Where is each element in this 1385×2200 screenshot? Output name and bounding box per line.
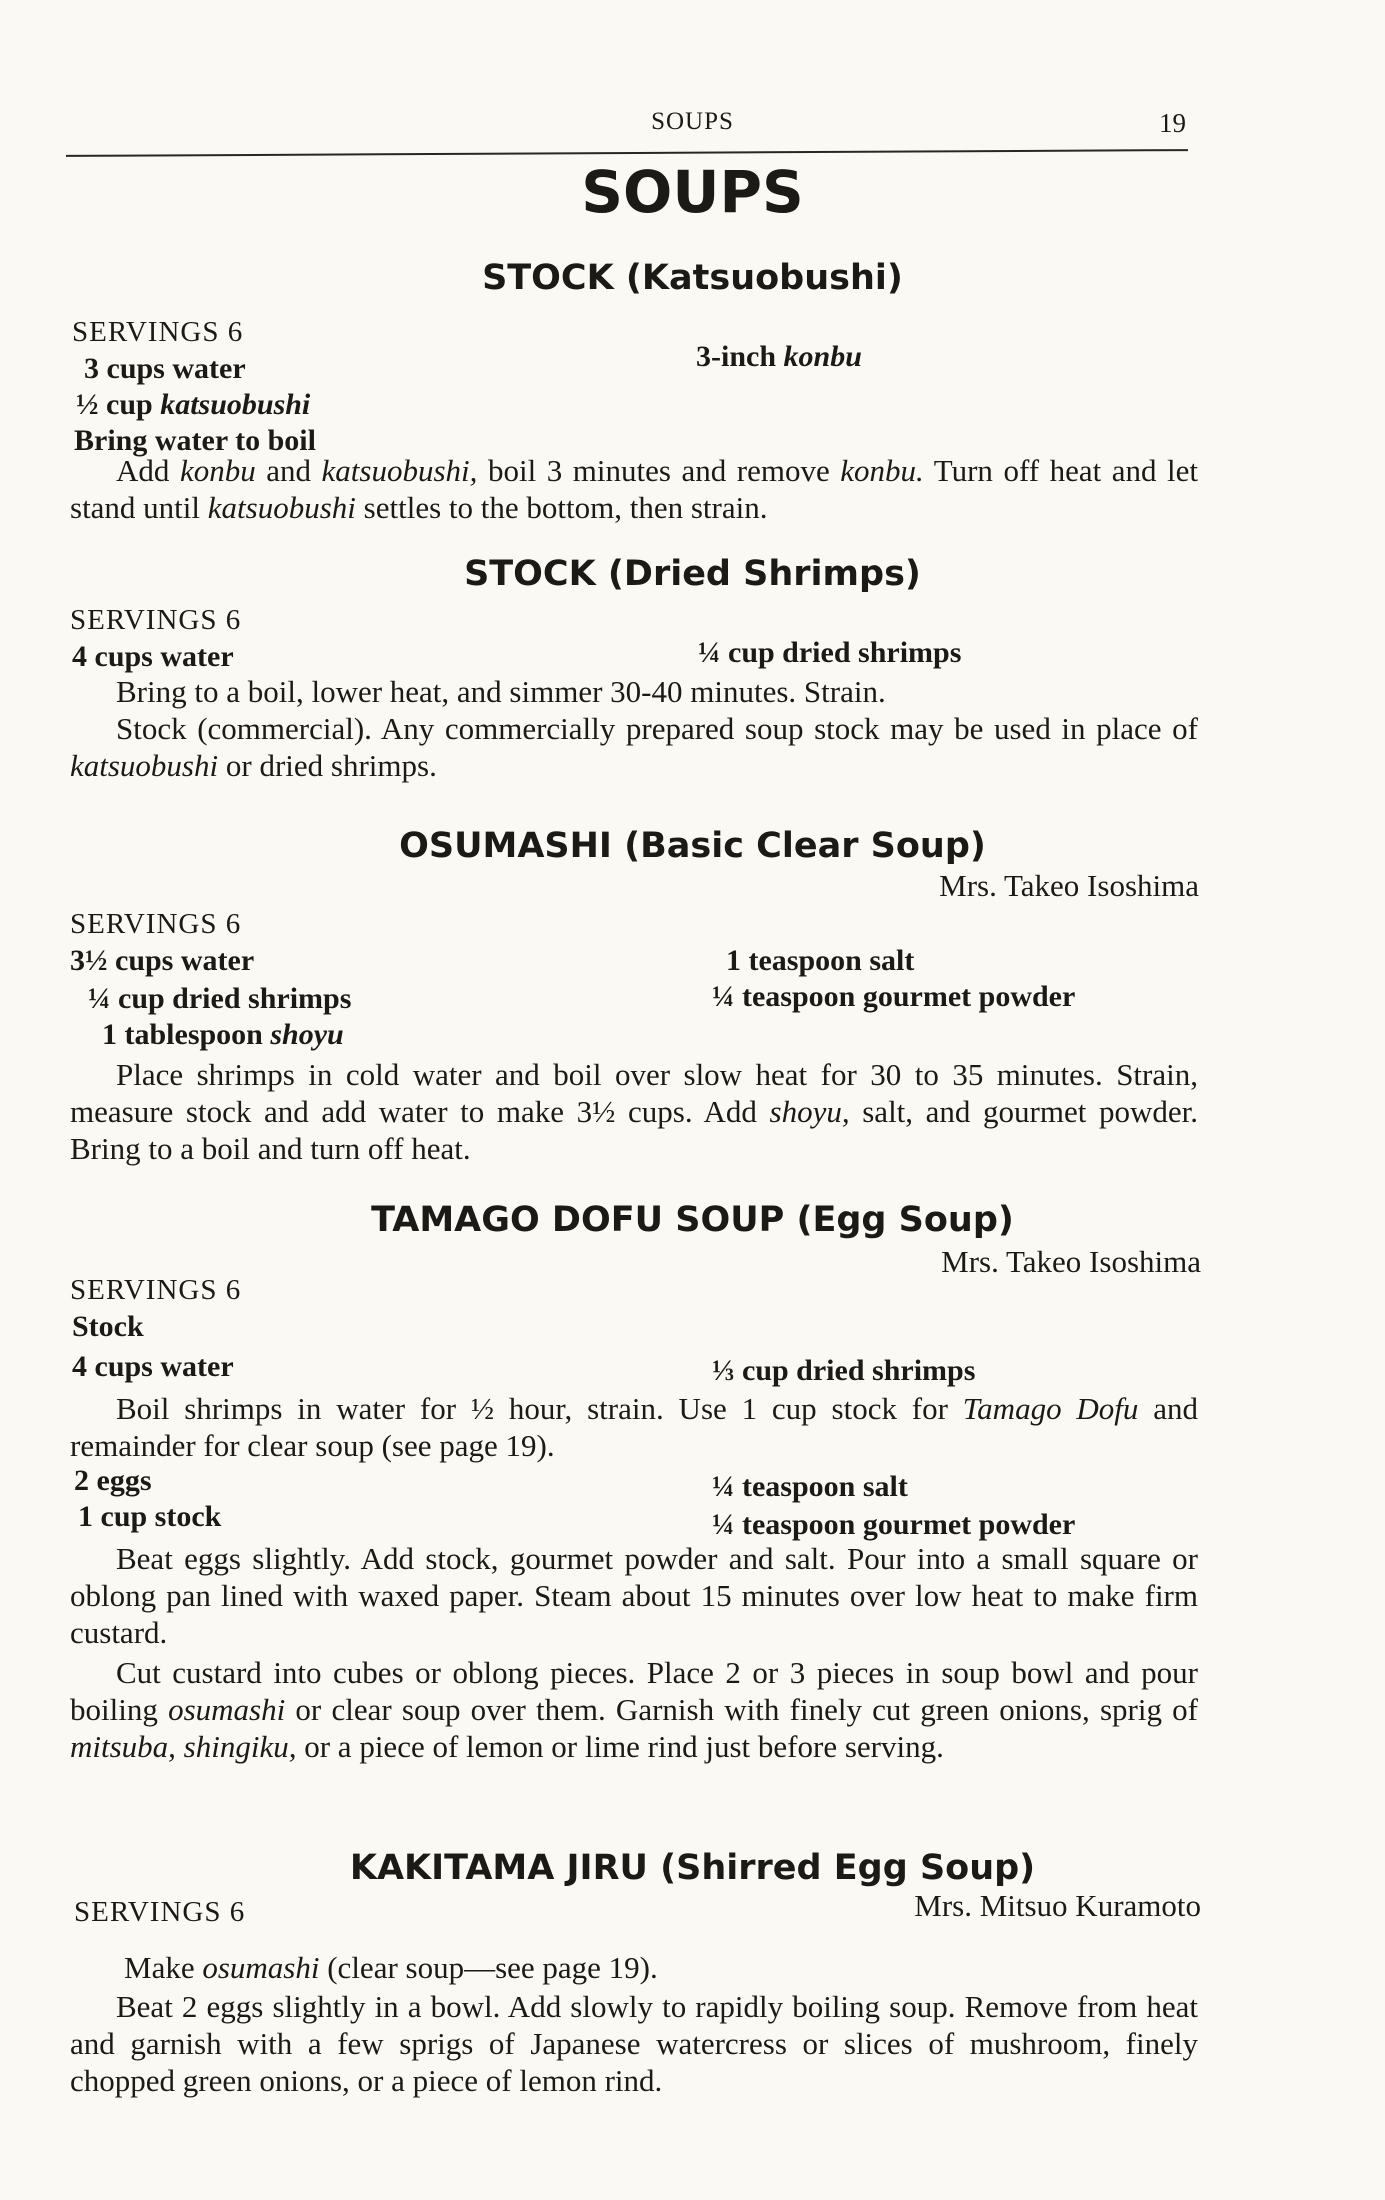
ingredient: ¼ teaspoon salt [712, 1470, 908, 1503]
instructions: Beat eggs slightly. Add stock, gourmet powder and salt. Pour into a small square or oblong pan lined with waxed paper. Steam about 15 minutes over low heat to make firm custard. [70, 1541, 1198, 1650]
ingredient: ¼ teaspoon gourmet powder [712, 980, 1076, 1013]
ingredient: 4 cups water [72, 640, 234, 673]
recipe-author: Mrs. Takeo Isoshima [941, 1244, 1201, 1279]
servings: SERVINGS 6 [70, 604, 242, 636]
ingredient: ¼ teaspoon gourmet powder [712, 1508, 1076, 1541]
ingredient: 4 cups water [72, 1350, 234, 1383]
recipe-author: Mrs. Mitsuo Kuramoto [914, 1888, 1201, 1923]
instruction-line: Make osumashi (clear soup—see page 19). [124, 1950, 658, 1985]
recipe-title: TAMAGO DOFU SOUP (Egg Soup) [371, 1200, 1014, 1240]
ingredient: 3½ cups water [70, 944, 255, 977]
instruction-first-line: Bring water to boil [74, 424, 316, 457]
instruction-line: Bring to a boil, lower heat, and simmer 30-40 minutes. Strain. [116, 674, 886, 709]
ingredient: 3 cups water [84, 352, 246, 385]
recipe-title: STOCK (Katsuobushi) [482, 258, 903, 298]
chapter-title: SOUPS [581, 158, 804, 226]
ingredient: 1 cup stock [78, 1500, 222, 1533]
ingredient: ¼ cup dried shrimps [88, 982, 352, 1015]
servings: SERVINGS 6 [74, 1896, 246, 1928]
recipe-title: STOCK (Dried Shrimps) [464, 554, 921, 594]
instructions: Add konbu and katsuobushi, boil 3 minutes and remove konbu. Turn off heat and let stand until katsuobushi settles to the bottom, then strain. [70, 453, 1199, 525]
instructions: Place shrimps in cold water and boil over slow heat for 30 to 35 minutes. Strain, measure stock and add water to make 3½ cups. Add shoyu, salt, and gourmet powder. Bring to a boil and turn off heat. [70, 1057, 1198, 1166]
servings: SERVINGS 6 [72, 316, 244, 348]
instructions: Stock (commercial). Any commercially prepared soup stock may be used in place of katsuobushi or dried shrimps. [70, 711, 1198, 783]
ingredient: 1 tablespoon shoyu [102, 1018, 344, 1051]
recipe-author: Mrs. Takeo Isoshima [939, 868, 1199, 903]
servings: SERVINGS 6 [70, 1274, 242, 1306]
ingredient: 3-inch konbu [696, 340, 862, 373]
instructions: Cut custard into cubes or oblong pieces. Place 2 or 3 pieces in soup bowl and pour boiling osumashi or clear soup over them. Garnish with finely cut green onions, sprig of mitsuba, shingiku, or a piece of lemon or lime rind just before serving. [70, 1655, 1198, 1764]
servings: SERVINGS 6 [70, 908, 242, 940]
stock-label: Stock [72, 1310, 144, 1343]
recipe-title: OSUMASHI (Basic Clear Soup) [399, 826, 986, 866]
ingredient: 2 eggs [74, 1464, 152, 1497]
ingredient: ¼ cup dried shrimps [698, 636, 962, 669]
ingredient: ⅓ cup dried shrimps [712, 1354, 976, 1387]
header-rule [66, 149, 1188, 157]
recipe-title: KAKITAMA JIRU (Shirred Egg Soup) [349, 1848, 1036, 1888]
running-header: SOUPS [651, 108, 734, 135]
ingredient: ½ cup katsuobushi [76, 388, 311, 421]
instructions: Beat 2 eggs slightly in a bowl. Add slowly to rapidly boiling soup. Remove from heat and garnish with a few sprigs of Japanese watercress or slices of mushroom, finely chopped green onions, or a piece of lemon rind. [70, 1989, 1198, 2098]
ingredient: 1 teaspoon salt [726, 944, 915, 977]
page-number: 19 [1159, 108, 1186, 138]
stock-instructions: Boil shrimps in water for ½ hour, strain. Use 1 cup stock for Tamago Dofu and remainder for clear soup (see page 19). [70, 1391, 1198, 1463]
